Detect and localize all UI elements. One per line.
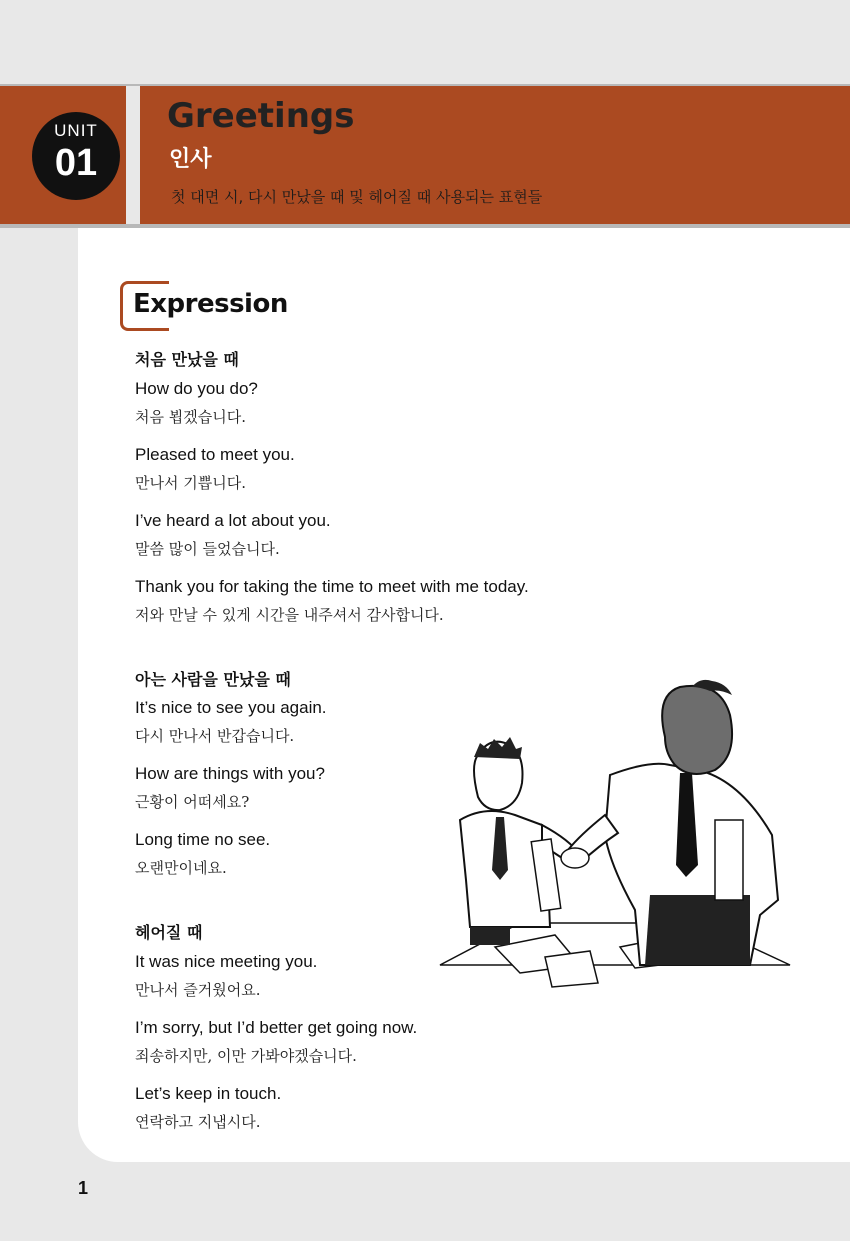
group-heading-parting: 헤어질 때: [135, 923, 203, 942]
expression-item: [135, 1018, 417, 1066]
page-title: Greetings: [167, 96, 355, 136]
tall-man-figure: [568, 680, 778, 965]
expression-korean: 근황이 어떠세요?: [135, 793, 250, 811]
expression-english: Pleased to meet you.: [135, 445, 295, 464]
expression-korean: 오랜만이네요.: [135, 859, 227, 877]
small-man-figure: [460, 737, 580, 945]
handshake-illustration: [430, 665, 802, 990]
expression-korean: 죄송하지만, 이만 가봐야겠습니다.: [135, 1047, 357, 1065]
expression-korean: 처음 뵙겠습니다.: [135, 408, 246, 426]
expression-english: It was nice meeting you.: [135, 952, 318, 971]
expression-english: How do you do?: [135, 379, 258, 398]
expression-item: [135, 511, 331, 559]
expression-english: It’s nice to see you again.: [135, 698, 327, 717]
expression-item: [135, 764, 325, 812]
section-title: Expression: [133, 289, 288, 319]
expression-korean: 만나서 기쁩니다.: [135, 474, 246, 492]
page-title-korean: 인사: [169, 147, 212, 172]
expression-english: How are things with you?: [135, 764, 325, 783]
expression-english: Thank you for taking the time to meet with me today.: [135, 577, 529, 596]
expression-english: I’m sorry, but I’d better get going now.: [135, 1018, 418, 1037]
expression-item: [135, 445, 295, 493]
expression-korean: 저와 만날 수 있게 시간을 내주셔서 감사합니다.: [135, 606, 444, 624]
group-heading-meeting-again: 아는 사람을 만났을 때: [135, 670, 291, 689]
expression-english: Let’s keep in touch.: [135, 1084, 282, 1103]
handshake-hands: [561, 848, 589, 868]
expression-korean: 만나서 즐거웠어요.: [135, 981, 261, 999]
unit-number: 01: [54, 142, 98, 184]
expression-korean: 연락하고 지냅시다.: [135, 1113, 261, 1131]
expression-item: [135, 379, 258, 427]
group-heading-first-meeting: 처음 만났을 때: [135, 350, 239, 369]
expression-item: [135, 952, 317, 1000]
expression-korean: 다시 만나서 반갑습니다.: [135, 727, 295, 745]
expression-item: [135, 698, 327, 746]
expression-item: [135, 577, 529, 625]
unit-badge: [32, 112, 120, 200]
expression-english: I’ve heard a lot about you.: [135, 511, 331, 530]
expression-english: Long time no see.: [135, 830, 271, 849]
page-number: 1: [78, 1178, 89, 1198]
expression-item: [135, 1084, 281, 1132]
unit-label: UNIT: [54, 121, 98, 140]
expression-item: [135, 830, 270, 878]
expression-korean: 말씀 많이 들었습니다.: [135, 540, 280, 558]
page-subtitle: 첫 대면 시, 다시 만났을 때 및 헤어질 때 사용되는 표현들: [171, 188, 543, 206]
banner-divider: [126, 86, 140, 224]
